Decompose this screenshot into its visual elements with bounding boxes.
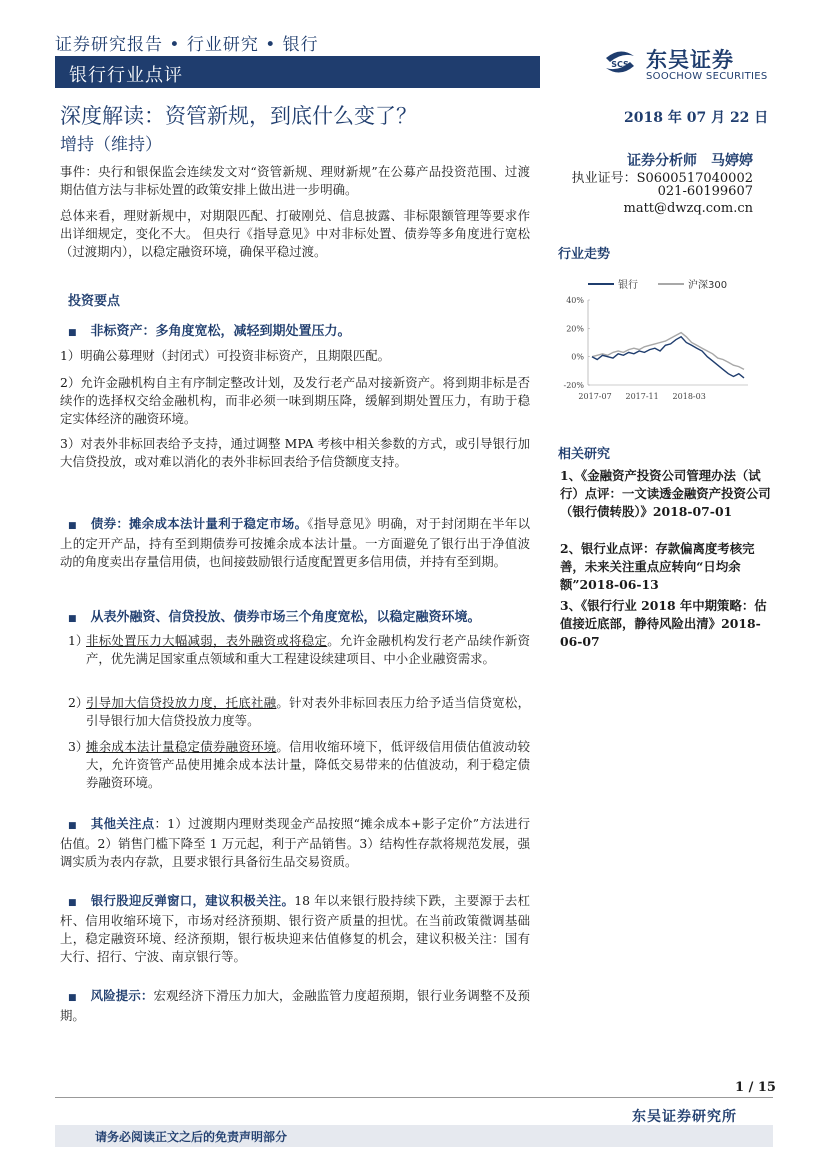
rating: 增持（维持） — [60, 135, 162, 155]
bank-stock-text: 18 年以来银行股持续下跌，主要源于去杠杆、信用收缩环境下，市场对经济预期、银行资产质量的担忧。在当前政策微调基础上，稳定融资环境、经济预期，银行板块迎来估值修复的机会，建议积极关注：国有大行、招行、宁波、南京银行等。 — [60, 893, 530, 964]
report-type-label: 银行行业点评 — [69, 65, 183, 86]
footer-divider — [55, 1097, 773, 1098]
overall-paragraph: 总体来看，理财新规中，对期限匹配、打破刚兑、信息披露、非标限额管理等要求作出详细规定，变化不大。 但央行《指导意见》中对非标处置、债券等多角度进行宽松（过渡期内），以稳定融资环境，确保平稳过渡。 — [60, 208, 530, 259]
analyst-phone: 021-60199607 — [657, 184, 753, 199]
analyst-name: 证券分析师 马婷婷 — [627, 153, 753, 169]
bond-section-text: 《指导意见》明确，对于封闭期在半年以上的定开产品，持有至到期债券可按摊余成本法计量。一方面避免了银行出于净值波动的角度卖出存量信用债，也间接鼓励银行适度配置更多信用债，并持有至到期。 — [60, 516, 531, 569]
logo-english-name: SOOCHOW SECURITIES — [646, 71, 768, 82]
series-line-bank — [592, 337, 744, 378]
logo-mark-icon — [600, 44, 640, 84]
bullet-icon: ■ — [68, 614, 77, 624]
bank-stock-section — [60, 892, 530, 966]
section-financing-title: 从表外融资、信贷投放、债券市场三个角度宽松，以稳定融资环境。 — [90, 610, 481, 625]
bank-stock-title: 银行股迎反弹窗口，建议积极关注。 — [90, 893, 295, 908]
financing-item-3 — [60, 738, 530, 792]
related-research-heading: 相关研究 — [558, 447, 611, 462]
legend-label: 沪深300 — [688, 280, 728, 291]
bond-section — [60, 515, 530, 571]
item-number: 1） — [68, 633, 89, 648]
bullet-icon: ■ — [68, 821, 77, 831]
item-text: 。信用收缩环境下，低评级信用债估值波动较大，允许资管产品使用摊余成本法计量，降低交易带来的估值波动，利于稳定债券融资环境。 — [86, 739, 531, 790]
item-underlined: 引导加大信贷投放力度，托底社融 — [86, 695, 277, 710]
disclaimer-text: 请务必阅读正文之后的免责声明部分 — [95, 1130, 288, 1144]
item-underlined: 非标处置压力大幅减弱，表外融资或将稳定 — [86, 633, 328, 648]
report-type-bar — [55, 56, 540, 88]
page-number: 1 / 15 — [735, 1080, 776, 1095]
bullet-icon: ■ — [68, 328, 77, 338]
event-paragraph: 事件：央行和银保监会连续发文对“资管新规、理财新规”在公募产品投资范围、过渡期估值方法与非标处置的政策安排上做出进一步明确。 — [60, 164, 530, 197]
bond-section-title: 债券：摊余成本法计量利于稳定市场。 — [90, 516, 308, 531]
chart-legend — [588, 278, 727, 291]
x-tick-label: 2018-03 — [672, 392, 706, 401]
analyst-email[interactable]: matt@dwzq.com.cn — [623, 201, 753, 216]
related-research-item-1[interactable]: 1、《金融资产投资公司管理办法（试行）点评：一文读透金融资产投资公司（银行债转股）》2018-07-01 — [560, 468, 771, 519]
other-points-text: ：1）过渡期内理财类现金产品按照“摊余成本+影子定价”方法进行估值。2）销售门槛下降至 1 万元起，利于产品销售。3）结构性存款将规范发展，强调实质为表内存款，且要求银行具备衍生品交易资质。 — [60, 816, 531, 869]
item-number: 2） — [68, 695, 89, 710]
risk-title: 风险提示： — [90, 988, 154, 1003]
footer-organization: 东吴证券研究所 — [632, 1109, 737, 1125]
logo-chinese-name: 东吴证券 — [646, 48, 734, 72]
disclaimer-bar — [55, 1125, 773, 1147]
bullet-icon: ■ — [68, 521, 77, 531]
nonstandard-point-2: 2）允许金融机构自主有序制定整改计划，及发行老产品对接新资产。将到期非标是否续作的选择权交给金融机构，而非必须一味到期压降，缓解到期处置压力，有助于稳定实体经济的融资环境。 — [60, 375, 530, 426]
legend-label: 银行 — [618, 280, 638, 291]
related-research-item-3[interactable]: 3、《银行行业 2018 年中期策略：估值接近底部，静待风险出清》2018-06-07 — [560, 598, 767, 649]
item-text: 。允许金融机构发行老产品续作新资产，优先满足国家重点领域和重大工程建设续建项目、中小企业融资需求。 — [86, 633, 531, 666]
report-category: 证券研究报告 • 行业研究 • 银行 — [55, 35, 319, 55]
bullet-icon: ■ — [68, 898, 77, 908]
nonstandard-point-1: 1）明确公募理财（封闭式）可投资非标资产，且期限匹配。 — [60, 348, 391, 363]
report-title: 深度解读：资管新规，到底什么变了？ — [60, 104, 417, 128]
risk-section — [60, 987, 530, 1025]
series-line-hs300 — [592, 333, 744, 370]
financing-item-1 — [60, 632, 530, 668]
report-date: 2018 年 07 月 22 日 — [624, 110, 769, 126]
section-nonstandard-heading — [68, 320, 351, 339]
financing-item-2 — [60, 694, 530, 730]
risk-text: 宏观经济下滑压力加大，金融监管力度超预期，银行业务调整不及预期。 — [60, 988, 531, 1023]
industry-trend-chart — [558, 273, 758, 408]
item-number: 3） — [68, 739, 89, 754]
section-nonstandard-title: 非标资产：多角度宽松，减轻到期处置压力。 — [90, 324, 351, 339]
x-tick-label: 2017-11 — [625, 392, 659, 401]
other-points-section — [60, 815, 530, 871]
y-tick-label: 0% — [571, 352, 584, 362]
key-points-heading: 投资要点 — [68, 294, 121, 309]
x-tick-label: 2017-07 — [578, 392, 612, 401]
y-tick-label: 40% — [566, 296, 584, 305]
y-tick-label: -20% — [563, 381, 584, 390]
section-financing-heading — [68, 606, 481, 625]
item-text: 。针对表外非标回表压力给予适当信贷宽松，引导银行加大信贷投放力度等。 — [86, 695, 531, 728]
bullet-icon: ■ — [68, 993, 77, 1003]
industry-trend-heading: 行业走势 — [558, 247, 611, 262]
company-logo — [600, 44, 775, 84]
y-tick-label: 20% — [566, 324, 584, 334]
nonstandard-point-3: 3）对表外非标回表给予支持，通过调整 MPA 考核中相关参数的方式，或引导银行加大信贷投放，或对难以消化的表外非标回表给予信贷额度支持。 — [60, 436, 530, 469]
related-research-item-2[interactable]: 2、银行业点评：存款偏离度考核完善，未来关注重点应转向“日均余额”2018-06-13 — [560, 541, 755, 592]
other-points-title: 其他关注点 — [90, 816, 155, 831]
analyst-license: 执业证号：S0600517040002 — [571, 171, 753, 186]
item-underlined: 摊余成本法计量稳定债券融资环境 — [86, 739, 277, 754]
chart-lines — [592, 333, 744, 378]
logo-mark-text: SCS — [611, 60, 629, 69]
